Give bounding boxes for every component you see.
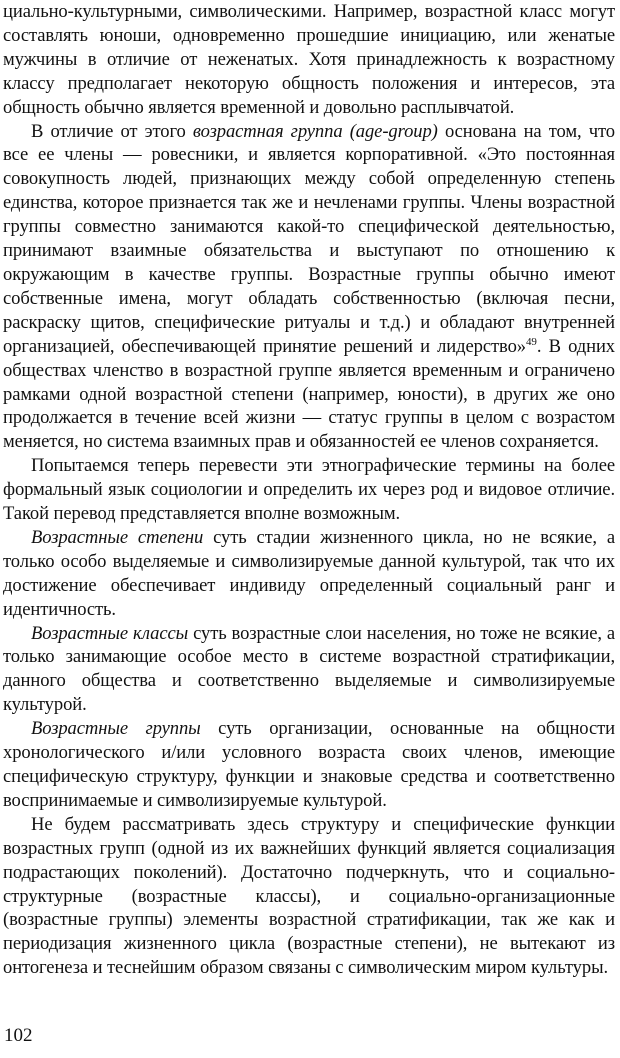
text-run: суть стадии жизненного цикла, но не всякие, а только особо выделяемые и символизируемые данной культурой, так что их достижение обеспечивает индивиду определенный социальный ранг и идентичность. [3, 526, 615, 620]
text-run: суть организации, основанные на общности хронологического и/или условного возраста своих членов, имеющие специфическую структуру, функции и знаковые средства и соответственно воспринимаемые и символизируемые культурой. [3, 718, 615, 811]
text-run: Не будем рассматривать здесь структуру и специфические функции возрастных групп (одной из их важнейших функций является социализация подрастающих поколений). Достаточно подчеркнуть, что и социально-структурные (возрастные классы), и социально-организационные (возрастные группы) элементы возрастной стратификации, так же как и периодизация жизненного цикла (возрастные степени), не вытекают из онтогенеза и теснейшим образом связаны с символическим миром культуры. [3, 813, 615, 979]
paragraph [3, 120, 615, 455]
paragraph [3, 454, 615, 526]
italic-term: Возрастные классы [31, 622, 189, 644]
paragraph [3, 813, 615, 980]
italic-term: возрастная группа (age-group) [192, 120, 438, 142]
text-run: . В одних обществах членство в возрастной группе является временным и ограничено рамками одной возрастной степени (например, юности), в других же оно продолжается в течение всей жизни — статус группы в целом с возрастом меняется, но система взаимных прав и обязанностей ее членов сохраняется. [3, 335, 615, 453]
text-run: В отличие от этого [31, 120, 193, 142]
page-number: 102 [4, 1025, 33, 1046]
paragraph [3, 0, 615, 120]
text-run: основана на том, что все ее члены — ровесники, и является корпоративной. «Это постоянная совокупность людей, признающих между собой определенную степень единства, которое признается так же и нечленами группы. Члены возрастной группы совместно занимаются какой-то специфической деятельностью, принимают взаимные обязательства и выступают по отношению к окружающим в качестве группы. Возрастные группы обычно имеют собственные имена, могут обладать собственностью (включая песни, раскраску щитов, специфические ритуалы и т.д.) и обладают внутренней организацией, обеспечивающей принятие решений и лидерство» [3, 120, 616, 357]
text-run: циально-культурными, символическими. Например, возрастной класс могут составлять юноши, одновременно прошедшие инициацию, или женатые мужчины в отличие от неженатых. Хотя принадлежность к возрастному классу предполагает некоторую общность положения и интересов, эта общность обычно является временной и довольно расплывчатой. [3, 1, 615, 118]
body-text [3, 0, 615, 980]
italic-term: Возрастные группы [31, 718, 201, 740]
paragraph [3, 526, 615, 622]
text-run: суть возрастные слои населения, но тоже не всякие, а только занимающие особое место в системе возрастной стратификации, данного общества и соответственно выделяемые и символизируемые культурой. [3, 622, 615, 716]
italic-term: Возрастные степени [31, 526, 204, 548]
footnote-ref: 49 [526, 335, 537, 348]
paragraph [3, 717, 615, 813]
paragraph [3, 622, 615, 718]
text-run: Попытаемся теперь перевести эти этнографические термины на более формальный язык социологии и определить их через род и видовое отличие. Такой перевод представляется вполне возможным. [3, 455, 615, 525]
